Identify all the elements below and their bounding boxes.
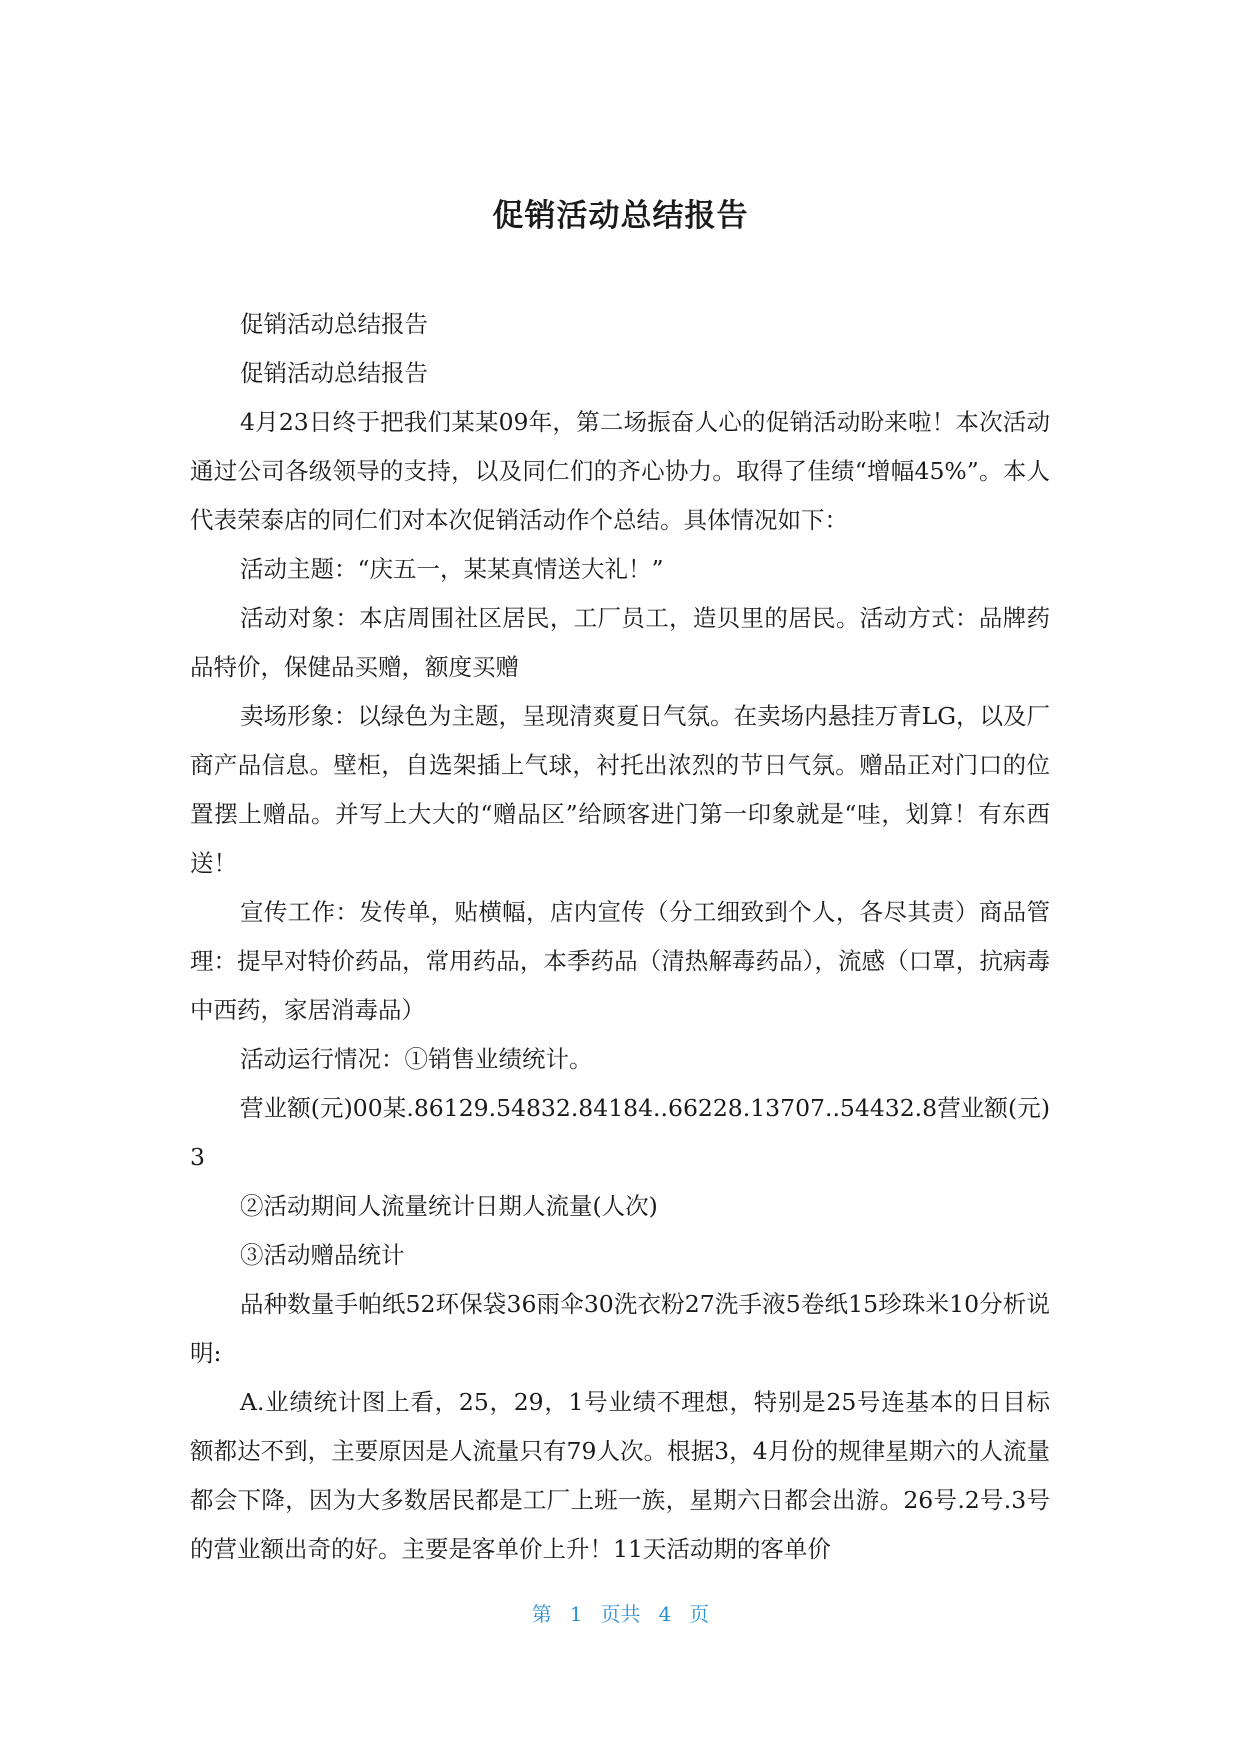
paragraph: 促销活动总结报告 (240, 359, 428, 387)
footer-current-page: 1 (569, 1602, 583, 1626)
paragraph: 促销活动总结报告 (240, 310, 428, 338)
document-title: 促销活动总结报告 (492, 198, 749, 234)
paragraph: 宣传工作：发传单，贴横幅，店内宣传（分工细致到个人，各尽其责）商品管理：提早对特价药品，常用药品，本季药品（清热解毒药品），流感（口罩，抗病毒中西药，家居消毒品） (190, 898, 1050, 1024)
paragraph: 营业额(元)00某.86129.54832.84184..66228.13707..54432.8营业额(元)3 (190, 1094, 1050, 1171)
footer-suffix: 页 (689, 1602, 710, 1626)
page-footer (0, 1598, 1241, 1627)
paragraph: 品种数量手帕纸52环保袋36雨伞30洗衣粉27洗手液5卷纸15珍珠米10分析说明: (190, 1290, 1050, 1367)
document-body (190, 300, 1050, 1574)
paragraph: 活动运行情况：①销售业绩统计。 (240, 1045, 593, 1073)
paragraph: 活动主题：“庆五一，某某真情送大礼！” (240, 555, 664, 583)
footer-middle: 页共 (600, 1602, 641, 1626)
paragraph: 4月23日终于把我们某某09年，第二场振奋人心的促销活动盼来啦！本次活动通过公司各级领导的支持，以及同仁们的齐心协力。取得了佳绩“增幅45%”。本人代表荣泰店的同仁们对本次促销活动作个总结。具体情况如下： (190, 408, 1050, 534)
paragraph: A.业绩统计图上看，25，29，1号业绩不理想，特别是25号连基本的日目标额都达不到，主要原因是人流量只有79人次。根据3，4月份的规律星期六的人流量都会下降，因为大多数居民都是工厂上班一族，星期六日都会出游。26号.2号.3号的营业额出奇的好。主要是客单价上升！11天活动期的客单价 (190, 1388, 1050, 1563)
footer-total-pages: 4 (658, 1602, 672, 1626)
paragraph: 卖场形象：以绿色为主题，呈现清爽夏日气氛。在卖场内悬挂万青LG，以及厂商产品信息。壁柜，自选架插上气球，衬托出浓烈的节日气氛。赠品正对门口的位置摆上赠品。并写上大大的“赠品区”给顾客进门第一印象就是“哇，划算！有东西送！ (190, 702, 1050, 877)
footer-prefix: 第 (531, 1602, 552, 1626)
paragraph: ③活动赠品统计 (240, 1241, 405, 1269)
paragraph: ②活动期间人流量统计日期人流量(人次) (240, 1192, 658, 1220)
paragraph: 活动对象：本店周围社区居民，工厂员工，造贝里的居民。活动方式：品牌药品特价，保健品买赠，额度买赠 (190, 604, 1050, 681)
